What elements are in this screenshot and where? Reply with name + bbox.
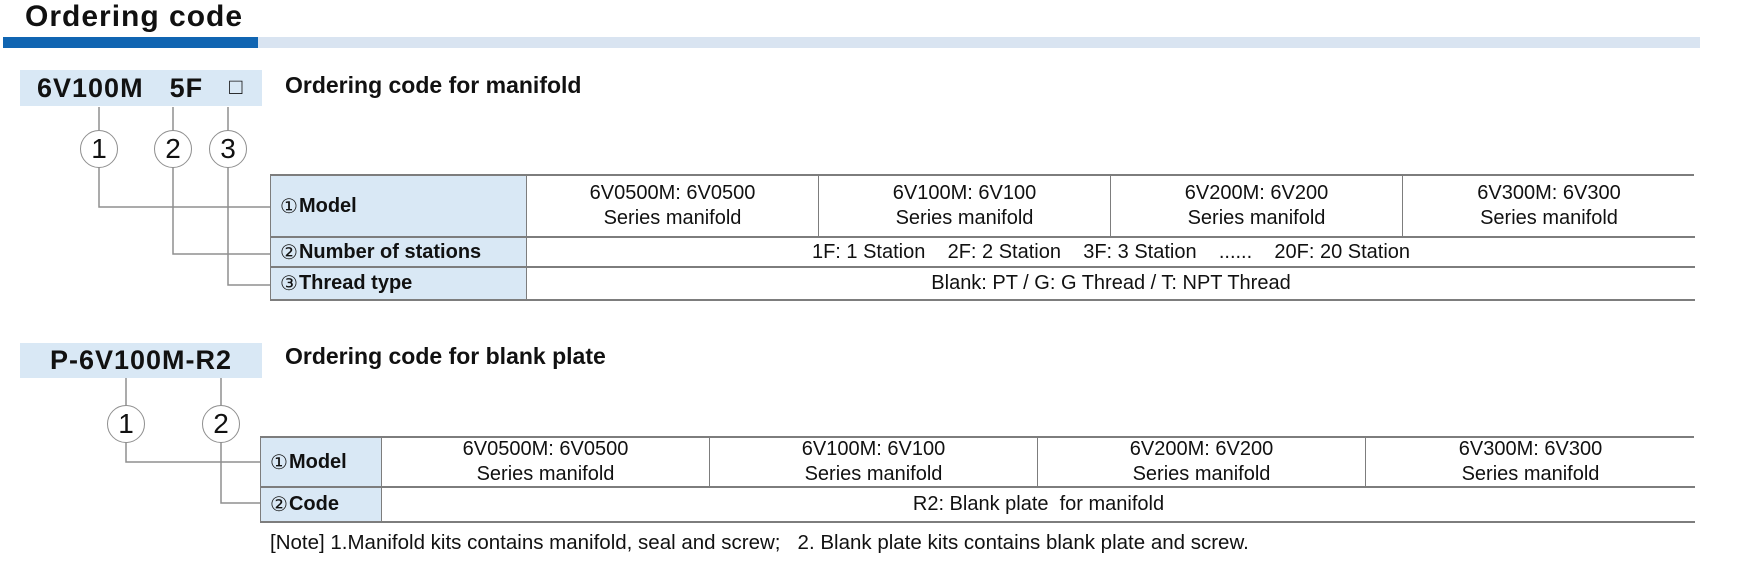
code-thread-placeholder-square: □ [229,74,243,99]
model-option-cell [1111,176,1403,238]
row-header-label: Number of stations [298,240,482,263]
model-code: 6V0500M: 6V0500 [462,438,629,460]
code-model-segment: 6V100M [37,72,144,103]
blank-plate-code-options-cell: R2: Blank plate for manifold [382,488,1695,523]
row-header-thread-type [271,268,527,301]
thread-type-options-cell: Blank: PT / G: G Thread / T: NPT Thread [527,268,1695,301]
callout-circle-1: 1 [80,130,118,168]
stations-options-cell: 1F: 1 Station 2F: 2 Station 3F: 3 Station ...... 20F: 20 Station [527,238,1695,268]
callout-circle-2: 2 [154,130,192,168]
model-option-cell [1403,176,1695,238]
row-header-num: ② [270,494,288,516]
model-desc: Series manifold [1480,207,1618,229]
model-code: 6V300M: 6V300 [1477,182,1621,204]
row-header-label: Model [288,450,347,473]
row-header-label: Model [298,194,357,217]
page-title: Ordering code [25,0,244,33]
row-header-num: ① [280,195,298,218]
model-desc: Series manifold [1187,207,1326,229]
manifold-section-heading: Ordering code for manifold [285,72,582,98]
model-code: 6V100M: 6V100 [892,182,1037,204]
model-option-cell [382,438,710,488]
model-desc: Series manifold [804,463,943,485]
model-option-cell [1366,438,1695,488]
row-header-num: ③ [280,273,298,295]
model-code: 6V200M: 6V200 [1184,182,1329,204]
connector-manifold-2 [173,107,271,254]
model-desc: Series manifold [476,463,615,485]
model-option-cell [527,176,819,238]
model-desc: Series manifold [1461,463,1600,485]
row-header-label: Code [288,493,339,515]
row-header-num: ② [280,241,298,264]
manifold-ordering-table [270,174,1694,301]
model-option-cell [819,176,1111,238]
model-desc: Series manifold [895,207,1034,229]
model-option-cell [710,438,1038,488]
row-header-code [261,488,382,523]
callout-circle-1: 1 [107,405,145,443]
model-code: 6V300M: 6V300 [1458,438,1603,460]
model-code: 6V100M: 6V100 [801,438,946,460]
model-code: 6V0500M: 6V0500 [589,182,756,204]
blank-plate-section-heading: Ordering code for blank plate [285,343,606,369]
blank-plate-code: P-6V100M-R2 [49,345,233,375]
footnote: [Note] 1.Manifold kits contains manifold, seal and screw; 2. Blank plate kits contains blank plate and screw. [270,531,1249,554]
callout-circle-2: 2 [202,405,240,443]
code-stations-segment: 5F [169,72,204,103]
model-desc: Series manifold [603,207,742,229]
model-code: 6V200M: 6V200 [1129,438,1274,460]
row-header-label: Thread type [298,272,413,294]
row-header-model [271,176,527,238]
row-header-model [261,438,382,488]
row-header-num: ① [270,451,288,474]
blank-plate-ordering-table [260,436,1694,523]
model-desc: Series manifold [1132,463,1271,485]
model-option-cell [1038,438,1366,488]
connector-blankplate-1 [126,378,261,462]
callout-circle-3: 3 [209,130,247,168]
row-header-stations [271,238,527,268]
